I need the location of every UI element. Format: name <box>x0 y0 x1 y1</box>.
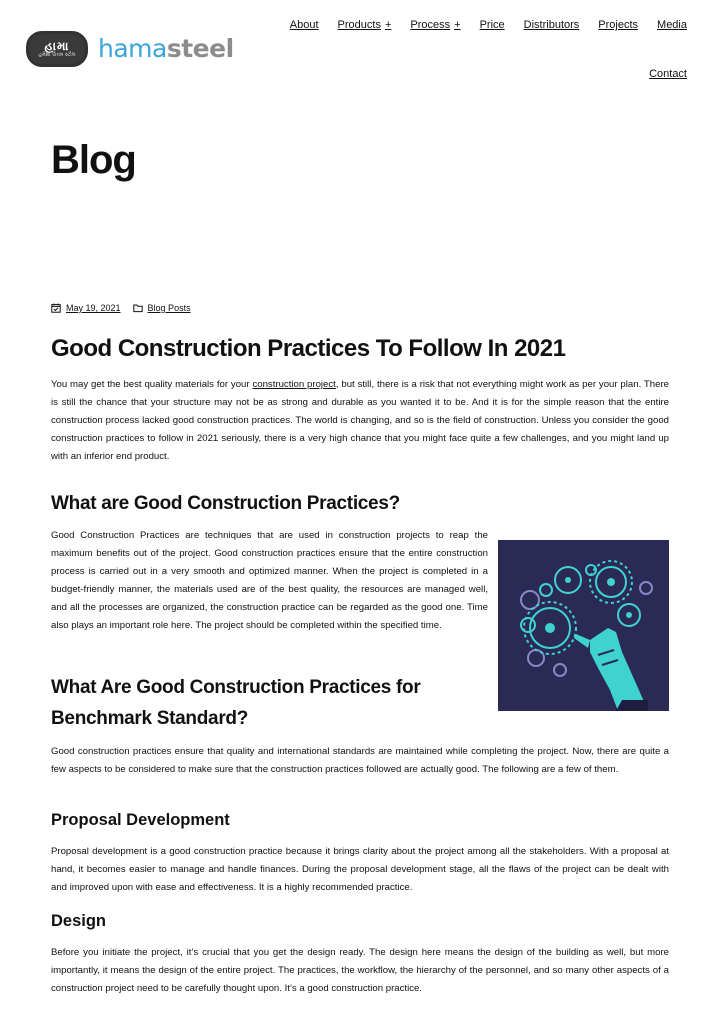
post-intro <box>51 376 669 466</box>
post-category-link[interactable]: Blog Posts <box>147 303 191 313</box>
nav-item-products[interactable] <box>338 19 392 31</box>
nav-item-label: Price <box>479 19 505 31</box>
post-date-link[interactable]: May 19, 2021 <box>66 303 121 313</box>
post-date <box>51 303 121 313</box>
nav-item-distributors[interactable] <box>524 19 580 31</box>
logo-wordmark-part1: hama <box>98 34 167 63</box>
post-title: Good Construction Practices To Follow In 2021 <box>51 335 566 362</box>
construction-project-link[interactable]: construction project <box>252 379 336 390</box>
section-heading: Proposal Development <box>51 811 230 829</box>
page-title: Blog <box>51 138 136 182</box>
nav-item-projects[interactable] <box>598 19 638 31</box>
submenu-plus-icon[interactable]: + <box>454 19 461 31</box>
section-heading: Design <box>51 912 107 930</box>
logo-badge-main-text: હામા <box>44 38 70 53</box>
section-heading: What are Good Construction Practices? <box>51 493 400 514</box>
post-category <box>133 303 191 313</box>
section-body: Good Construction Practices are techniques that are used in construction projects to reap the maximum benefits out of the project. Good construction practices ensure that the entire construction process is carried out in a very smooth and optimized manner. When the project is completed in a budget-friendly manner, the materials used are of the best quality, the resources are managed well, and all the processes are organized, the construction practice can be regarded as the good one. Time also plays an important role here. The project should be completed within the specified time. <box>51 530 488 631</box>
logo-badge-sub-text: હમેશા ઉત્તમ સ્ટીલ <box>38 51 76 58</box>
section-proposal-development <box>51 808 669 897</box>
nav-item-label: Media <box>657 19 687 31</box>
submenu-plus-icon[interactable]: + <box>384 19 392 31</box>
nav-item-contact[interactable]: Contact <box>649 68 687 80</box>
logo-wordmark-part2: steel <box>166 34 234 63</box>
site-logo[interactable] <box>26 31 234 67</box>
nav-item-media[interactable] <box>657 19 687 31</box>
nav-item-label: About <box>289 19 319 31</box>
nav-item-price[interactable] <box>480 19 505 31</box>
logo-wordmark <box>98 34 234 64</box>
post-meta <box>51 303 203 313</box>
section-design <box>51 909 669 998</box>
nav-item-about[interactable] <box>290 19 319 31</box>
section-body: Good construction practices ensure that quality and international standards are maintained while completing the project. Now, there are quite a few aspects to be considered to make sure that the construction practices followed are actually good. The following are a few of them. <box>51 746 669 775</box>
logo-badge <box>26 31 88 67</box>
nav-item-label: Products <box>337 19 381 31</box>
main-nav <box>271 19 687 31</box>
section-heading: What Are Good Construction Practices for Benchmark Standard? <box>51 677 421 729</box>
nav-item-label: Process <box>410 19 451 31</box>
folder-icon <box>133 303 143 313</box>
post-content <box>51 334 669 466</box>
nav-item-process[interactable] <box>410 19 460 31</box>
calendar-check-icon <box>51 303 61 313</box>
section-benchmark-standard <box>51 672 669 779</box>
site-header <box>0 0 720 100</box>
intro-text-end: , but still, there is a risk that not everything might work as per your plan. There is still the chance that your structure may not be as strong and durable as you wanted it to be. And it is for the simple reason that the entire construction process lacked good construction practices. The world is changing, and so is the field of construction. Unless you consider the good construction practices to follow in 2021 seriously, there is a very high chance that you might face quite a few challenges, and you might land up with an inferior end product. <box>51 379 669 462</box>
nav-item-label: Projects <box>598 19 639 31</box>
intro-text-start: You may get the best quality materials for your <box>51 379 253 390</box>
section-body: Before you initiate the project, it’s crucial that you get the design ready. The design here means the design of the building as well, but more importantly, it means the design of the entire project. The practices, the workflow, the hierarchy of the personnel, and so many other aspects of a construction project need to be carefully thought upon. It’s a good construction practice. <box>51 947 669 994</box>
section-body: Proposal development is a good construction practice because it brings clarity about the project among all the stakeholders. With a proposal at hand, it becomes easier to manage and handle finances. During the proposal development stage, all the flaws of the project can be dealt with and improved upon with ease and effectiveness. It is a highly recommended practice. <box>51 846 669 893</box>
nav-item-label: Distributors <box>523 19 580 31</box>
